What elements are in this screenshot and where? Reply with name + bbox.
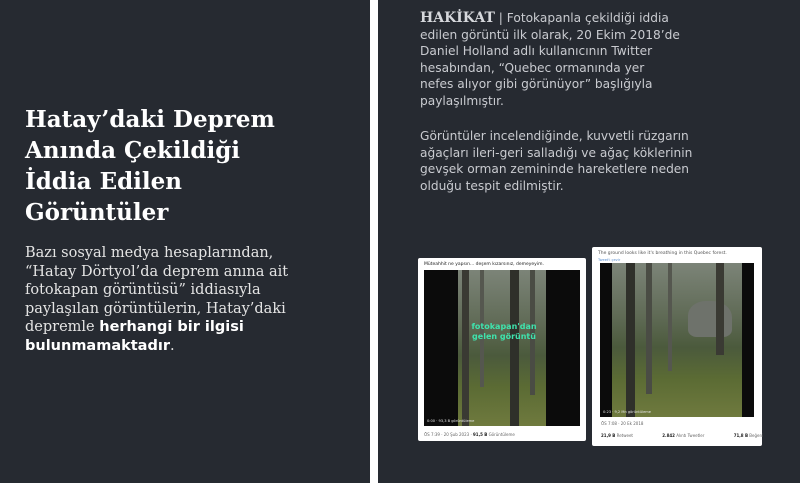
tweet-text: Müteahhit ne yapsın... deşem kızarsınız, demeyeyim. [424,262,544,267]
translate-tweet-link[interactable]: Tweet'i çevir [598,258,621,262]
stat-label: Retweet [616,433,633,438]
claim-title-line: İddia Edilen [25,168,183,195]
claim-title-line: Görüntüler [25,199,169,226]
overlay-line: gelen görüntü [472,332,536,341]
claim-body-line: Bazı sosyal medya hesaplarından, [25,245,274,261]
stat-label: Alıntı Tweetler [676,433,705,438]
tweet-video[interactable] [424,270,580,426]
tweet-stat-likes[interactable] [734,433,777,438]
tweet-time: ÖS 7:39 · 20 Şub 2023 · [424,432,473,437]
forest-video-frame [612,263,742,417]
stat-label: Beğeni [749,433,764,438]
claim-title-line: Hatay’daki Deprem [25,106,275,133]
claim-title-line: Anında Çekildiği [25,137,241,164]
claim-title [25,104,355,228]
verdict-text [420,10,760,110]
claim-conclusion-bold: bulunmamaktadır [25,337,170,354]
forest-video-frame [458,270,546,426]
verdict-line: paylaşılmıştır. [420,93,504,108]
tweet-views-label: Görüntüleme [487,432,515,437]
tweet-video[interactable] [600,263,754,417]
video-timestamp: 0:00 · 93,3 B görüntüleme [427,419,475,423]
analysis-line: ağaçları ileri-geri salladığı ve ağaç köklerinin [420,145,693,160]
verdict-separator: | [494,11,507,25]
analysis-line: gevşek orman zemininde hareketlere neden [420,162,690,177]
verdict-line: Daniel Holland adlı kullanıcının Twitter [420,44,653,59]
tweet-stat-quotes[interactable] [662,433,718,438]
claim-body-line: “Hatay Dörtyol’da deprem anına ait [25,263,289,280]
claim-panel [0,0,370,483]
verdict-line: nefes alıyor gibi görünüyor” başlığıyla [420,77,653,92]
analysis-text [420,128,760,194]
tweet-stat-retweets[interactable] [601,433,647,438]
verdict-line: Fotokapanla çekildiği iddia [506,11,669,25]
tweet-screenshot-claim [418,258,586,441]
tweet-date: ÖS 7:08 · 20 Ek 2018 [601,421,644,426]
tweet-screenshot-original [592,247,762,446]
tweet-meta [424,432,515,437]
claim-body-line: fotokapan görüntüsü” iddiasıyla [25,282,261,298]
claim-body-end: . [169,337,175,354]
verdict-tag: HAKİKAT [420,10,495,26]
tweet-text [598,251,727,263]
tweet-views: 91,5 B [473,432,488,437]
fact-check-panel [378,0,800,483]
analysis-line: olduğu tespit edilmiştir. [420,178,564,193]
verdict-line: hesabından, “Quebec ormanında yer [420,60,645,75]
tweet-text-body: The ground looks like it's breathing in this Quebec forest. [598,251,727,256]
stat-number: 21,9 B [601,433,616,438]
verdict-line: edilen görüntü ilk olarak, 20 Ekim 2018’de [420,27,680,42]
claim-conclusion-bold: herhangi bir ilgisi [99,319,244,335]
analysis-line: Görüntüler incelendiğinde, kuvvetli rüzgarın [420,129,689,143]
claim-body-line: paylaşılan görüntülerin, Hatay’daki [25,300,286,317]
video-timestamp: 0:23 · 9,2 Mn görüntüleme [603,410,651,414]
video-overlay-caption [464,322,544,342]
stat-number: 71,8 B [733,433,749,438]
stat-number: 2.842 [662,433,675,438]
overlay-line: fotokapan'dan [471,322,537,331]
claim-body-prefix: depremle [25,319,100,335]
claim-description [25,244,355,355]
tweet-stats [601,433,791,438]
